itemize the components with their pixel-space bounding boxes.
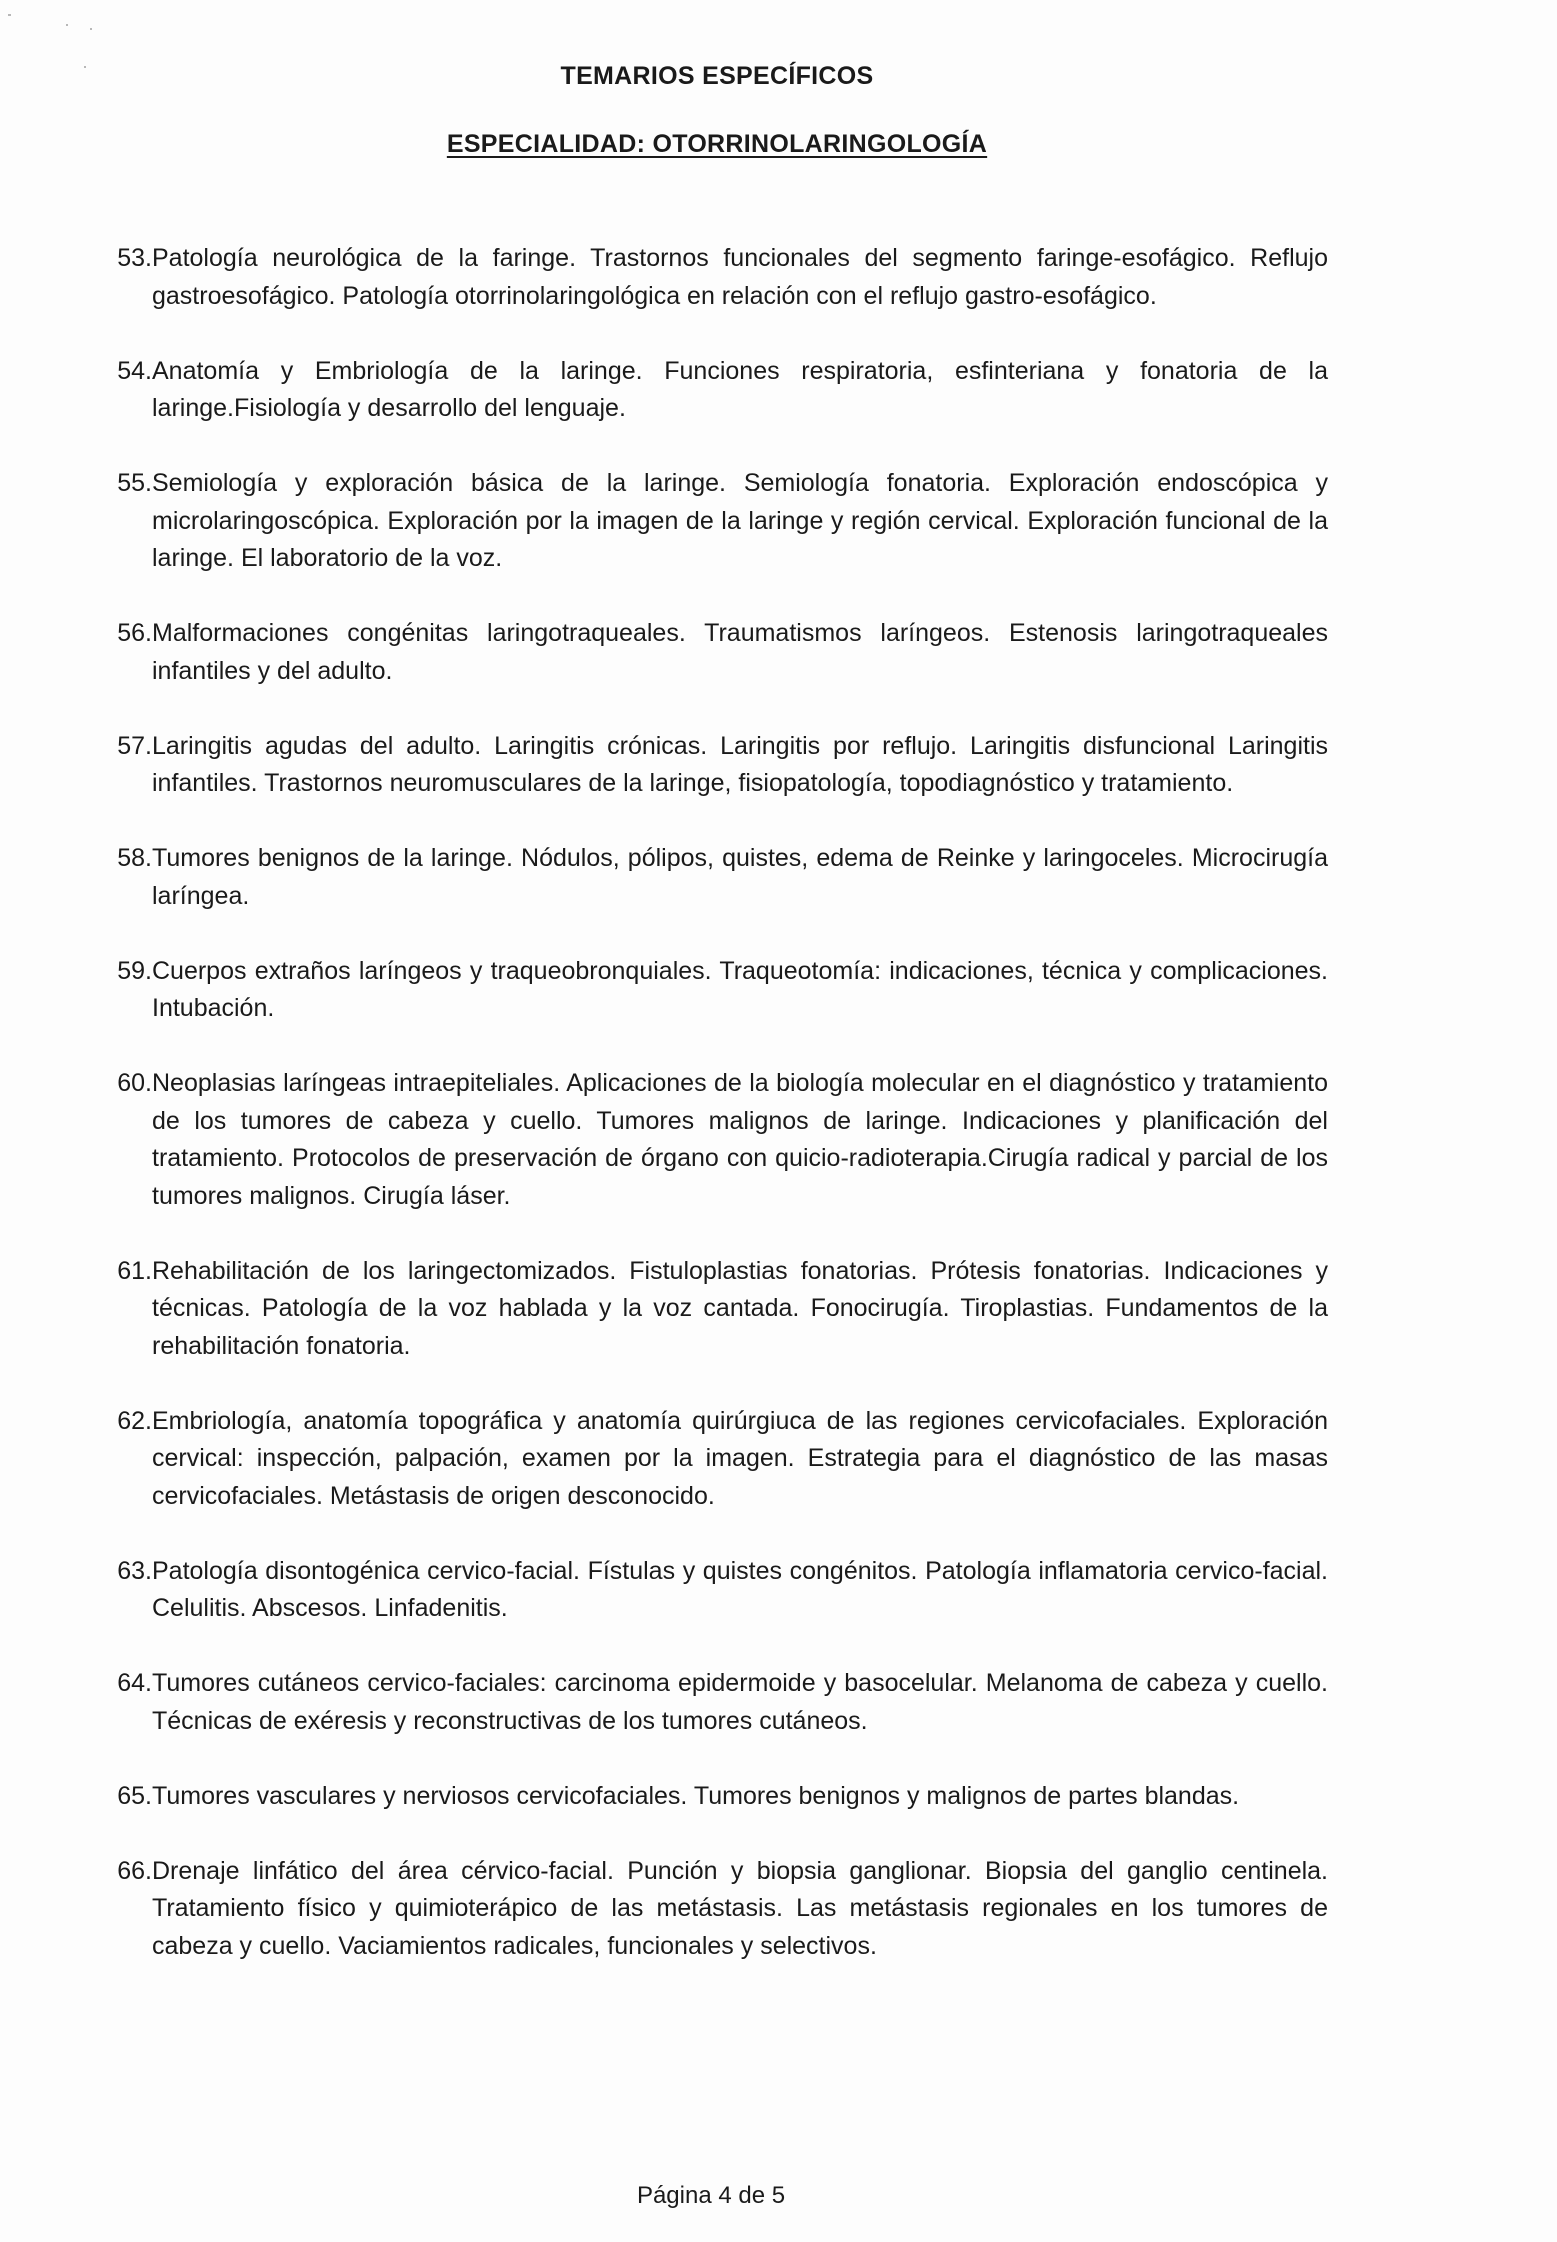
topic-number: 58.	[117, 844, 152, 872]
topic-text: Rehabilitación de los laringectomizados. Fistuloplastias fonatorias. Prótesis fonatorias. Indicaciones y técnicas. Patología de la voz hablada y la voz cantada. Fonocirugía. Tiroplastias. Fundamentos de la rehabilitación fonatoria.	[152, 1256, 1328, 1360]
topic-item	[100, 353, 1328, 428]
topic-number: 55.	[117, 469, 152, 497]
topic-item	[100, 1403, 1328, 1516]
topic-number: 64.	[117, 1669, 152, 1697]
topic-text: Cuerpos extraños laríngeos y traqueobronquiales. Traqueotomía: indicaciones, técnica y complicaciones. Intubación.	[152, 956, 1328, 1022]
topic-text: Tumores benignos de la laringe. Nódulos, pólipos, quistes, edema de Reinke y laringoceles. Microcirugía laríngea.	[152, 844, 1328, 910]
topic-number: 53.	[117, 244, 152, 272]
topic-text: Anatomía y Embriología de la laringe. Funciones respiratoria, esfinteriana y fonatoria de la laringe.Fisiología y desarrollo del lenguaje.	[152, 356, 1328, 422]
document-subtitle: ESPECIALIDAD: OTORRINOLARINGOLOGÍA	[446, 130, 988, 158]
topic-item	[100, 465, 1328, 578]
topic-text: Patología neurológica de la faringe. Trastornos funcionales del segmento faringe-esofágico. Reflujo gastroesofágico. Patología otorrinolaringológica en relación con el reflujo gastro-esofágico.	[152, 244, 1328, 310]
topic-text: Malformaciones congénitas laringotraqueales. Traumatismos laríngeos. Estenosis laringotraqueales infantiles y del adulto.	[152, 619, 1328, 685]
topic-item	[100, 240, 1328, 315]
document-title: TEMARIOS ESPECÍFICOS	[560, 62, 874, 90]
topic-item	[100, 1065, 1328, 1215]
topic-number: 57.	[117, 731, 152, 760]
topic-text: Laringitis agudas del adulto. Laringitis crónicas. Laringitis por reflujo. Laringitis disfuncional Laringitis infantiles. Trastornos neuromusculares de la laringe, fisiopatología, topodiagnóstico y tratamiento.	[152, 731, 1328, 797]
topic-item	[100, 1553, 1328, 1628]
topic-number: 62.	[117, 1406, 152, 1435]
topic-item	[100, 1665, 1328, 1740]
topic-item	[100, 840, 1328, 915]
scan-speck	[8, 14, 11, 16]
topic-item	[100, 615, 1328, 690]
topic-number: 65.	[117, 1781, 152, 1810]
topic-item	[100, 1778, 1328, 1816]
page-number: Página 4 de 5	[636, 2182, 786, 2209]
topic-number: 60.	[117, 1069, 152, 1097]
topic-text: Patología disontogénica cervico-facial. Fístulas y quistes congénitos. Patología inflamatoria cervico-facial. Celulitis. Abscesos. Linfadenitis.	[152, 1556, 1328, 1622]
topic-item	[100, 1853, 1328, 1966]
topic-text: Neoplasias laríngeas intraepiteliales. Aplicaciones de la biología molecular en el diagnóstico y tratamiento de los tumores de cabeza y cuello. Tumores malignos de laringe. Indicaciones y planificación del tratamiento. Protocolos de preservación de órgano con quicio-radioterapia.Cirugía radical y parcial de los tumores malignos. Cirugía láser.	[152, 1069, 1328, 1210]
topic-number: 63.	[117, 1556, 152, 1585]
topic-text: Tumores cutáneos cervico-faciales: carcinoma epidermoide y basocelular. Melanoma de cabeza y cuello. Técnicas de exéresis y reconstructivas de los tumores cutáneos.	[152, 1669, 1328, 1735]
topic-number: 56.	[117, 619, 152, 647]
topic-number: 66.	[117, 1856, 152, 1885]
topic-item	[100, 1253, 1328, 1366]
topic-text: Embriología, anatomía topográfica y anatomía quirúrgiuca de las regiones cervicofaciales. Exploración cervical: inspección, palpación, examen por la imagen. Estrategia para el diagnóstico de las masas cervicofaciales. Metástasis de origen desconocido.	[152, 1406, 1328, 1510]
topic-item	[100, 728, 1328, 803]
topic-item	[100, 953, 1328, 1028]
scan-speck	[90, 28, 92, 30]
topic-text: Semiología y exploración básica de la laringe. Semiología fonatoria. Exploración endoscópica y microlaringoscópica. Exploración por la imagen de la laringe y región cervical. Exploración funcional de la laringe. El laboratorio de la voz.	[152, 469, 1328, 572]
topic-text: Tumores vasculares y nerviosos cervicofaciales. Tumores benignos y malignos de partes blandas.	[152, 1781, 1240, 1810]
topic-number: 61.	[117, 1256, 152, 1285]
topic-text: Drenaje linfático del área cérvico-facial. Punción y biopsia ganglionar. Biopsia del ganglio centinela. Tratamiento físico y quimioterápico de las metástasis. Las metástasis regionales en los tumores de cabeza y cuello. Vaciamientos radicales, funcionales y selectivos.	[152, 1856, 1328, 1960]
scan-speck	[66, 24, 68, 26]
topic-list	[100, 240, 1328, 2003]
topic-number: 54.	[117, 356, 152, 385]
topic-number: 59.	[117, 956, 152, 985]
